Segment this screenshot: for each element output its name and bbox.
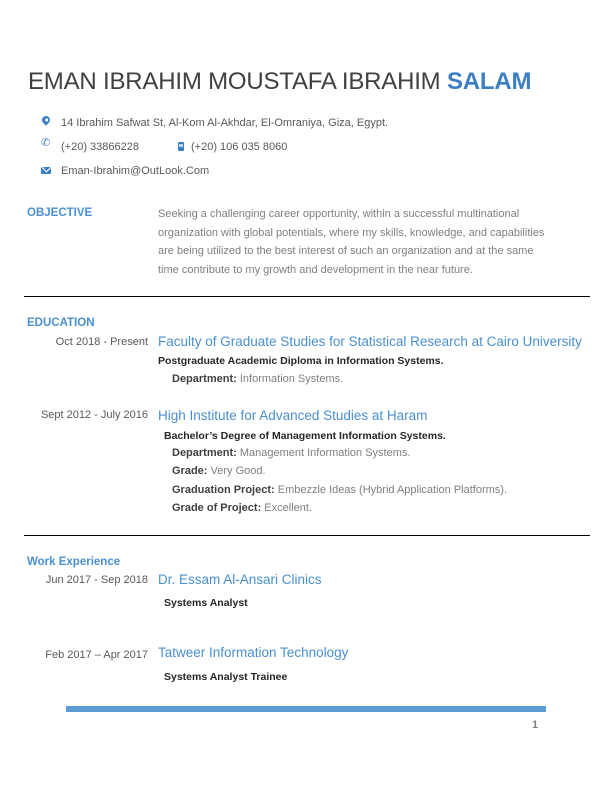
mobile-number: (+20) 106 035 8060	[191, 141, 288, 153]
detail-label: Grade of Project:	[172, 502, 262, 514]
envelope-icon	[41, 167, 51, 174]
education-institution: Faculty of Graduate Studies for Statistical Research at Cairo University	[158, 334, 582, 349]
education-date: Oct 2018 - Present	[55, 336, 148, 348]
detail-label: Department:	[172, 447, 237, 459]
section-divider	[24, 535, 590, 536]
name-first: EMAN IBRAHIM MOUSTAFA IBRAHIM	[28, 68, 441, 95]
objective-line: time contribute to my growth and development in the near future.	[158, 263, 473, 276]
work-date: Jun 2017 - Sep 2018	[45, 574, 148, 586]
work-date: Feb 2017 – Apr 2017	[45, 649, 148, 661]
work-title: Systems Analyst	[164, 597, 248, 609]
work-company: Tatweer Information Technology	[158, 645, 349, 660]
work-heading: Work Experience	[27, 556, 121, 568]
education-date: Sept 2012 - July 2016	[40, 409, 148, 421]
section-divider	[24, 296, 590, 297]
detail-value: Very Good.	[207, 465, 266, 477]
address: 14 Ibrahim Safwat St, Al-Kom Al-Akhdar, El-Omraniya, Giza, Egypt.	[61, 117, 389, 129]
education-detail	[172, 502, 312, 514]
objective-line: are being utilized to the best interest of such an organization and at the same	[158, 245, 534, 257]
phone-icon: ✆	[41, 137, 51, 149]
map-pin-icon	[40, 114, 51, 125]
objective-line: organization with global potentials, where my skills, knowledge, and capabilities	[158, 226, 545, 239]
education-detail	[172, 465, 266, 477]
education-detail	[172, 373, 343, 385]
work-company: Dr. Essam Al-Ansari Clinics	[158, 572, 322, 587]
mobile-icon	[178, 142, 184, 151]
phone-number: (+20) 33866228	[61, 141, 139, 153]
detail-label: Grade:	[172, 465, 208, 477]
objective-text	[158, 205, 544, 279]
education-degree: Bachelor’s Degree of Management Information Systems.	[164, 430, 446, 442]
detail-label: Graduation Project:	[172, 484, 275, 496]
detail-value: Embezzle Ideas (Hybrid Application Platforms).	[274, 484, 508, 496]
education-institution: High Institute for Advanced Studies at Haram	[158, 408, 428, 423]
name-last: SALAM	[446, 68, 532, 95]
education-degree: Postgraduate Academic Diploma in Information Systems.	[158, 355, 444, 367]
email-address[interactable]: Eman-Ibrahim@OutLook.Com	[61, 165, 210, 177]
detail-value: Management Information Systems.	[236, 447, 411, 459]
candidate-name	[28, 68, 531, 96]
detail-value: Excellent.	[261, 502, 312, 514]
page-number: 1	[532, 719, 539, 731]
detail-value: Information Systems.	[236, 373, 344, 385]
work-title: Systems Analyst Trainee	[164, 671, 288, 683]
footer-accent-bar	[66, 706, 546, 712]
objective-line: Seeking a challenging career opportunity, within a successful multinational	[158, 208, 520, 220]
education-detail	[172, 447, 410, 459]
objective-heading: OBJECTIVE	[27, 207, 93, 219]
education-detail	[172, 484, 507, 496]
detail-label: Department:	[172, 373, 237, 385]
education-heading: EDUCATION	[27, 317, 95, 329]
